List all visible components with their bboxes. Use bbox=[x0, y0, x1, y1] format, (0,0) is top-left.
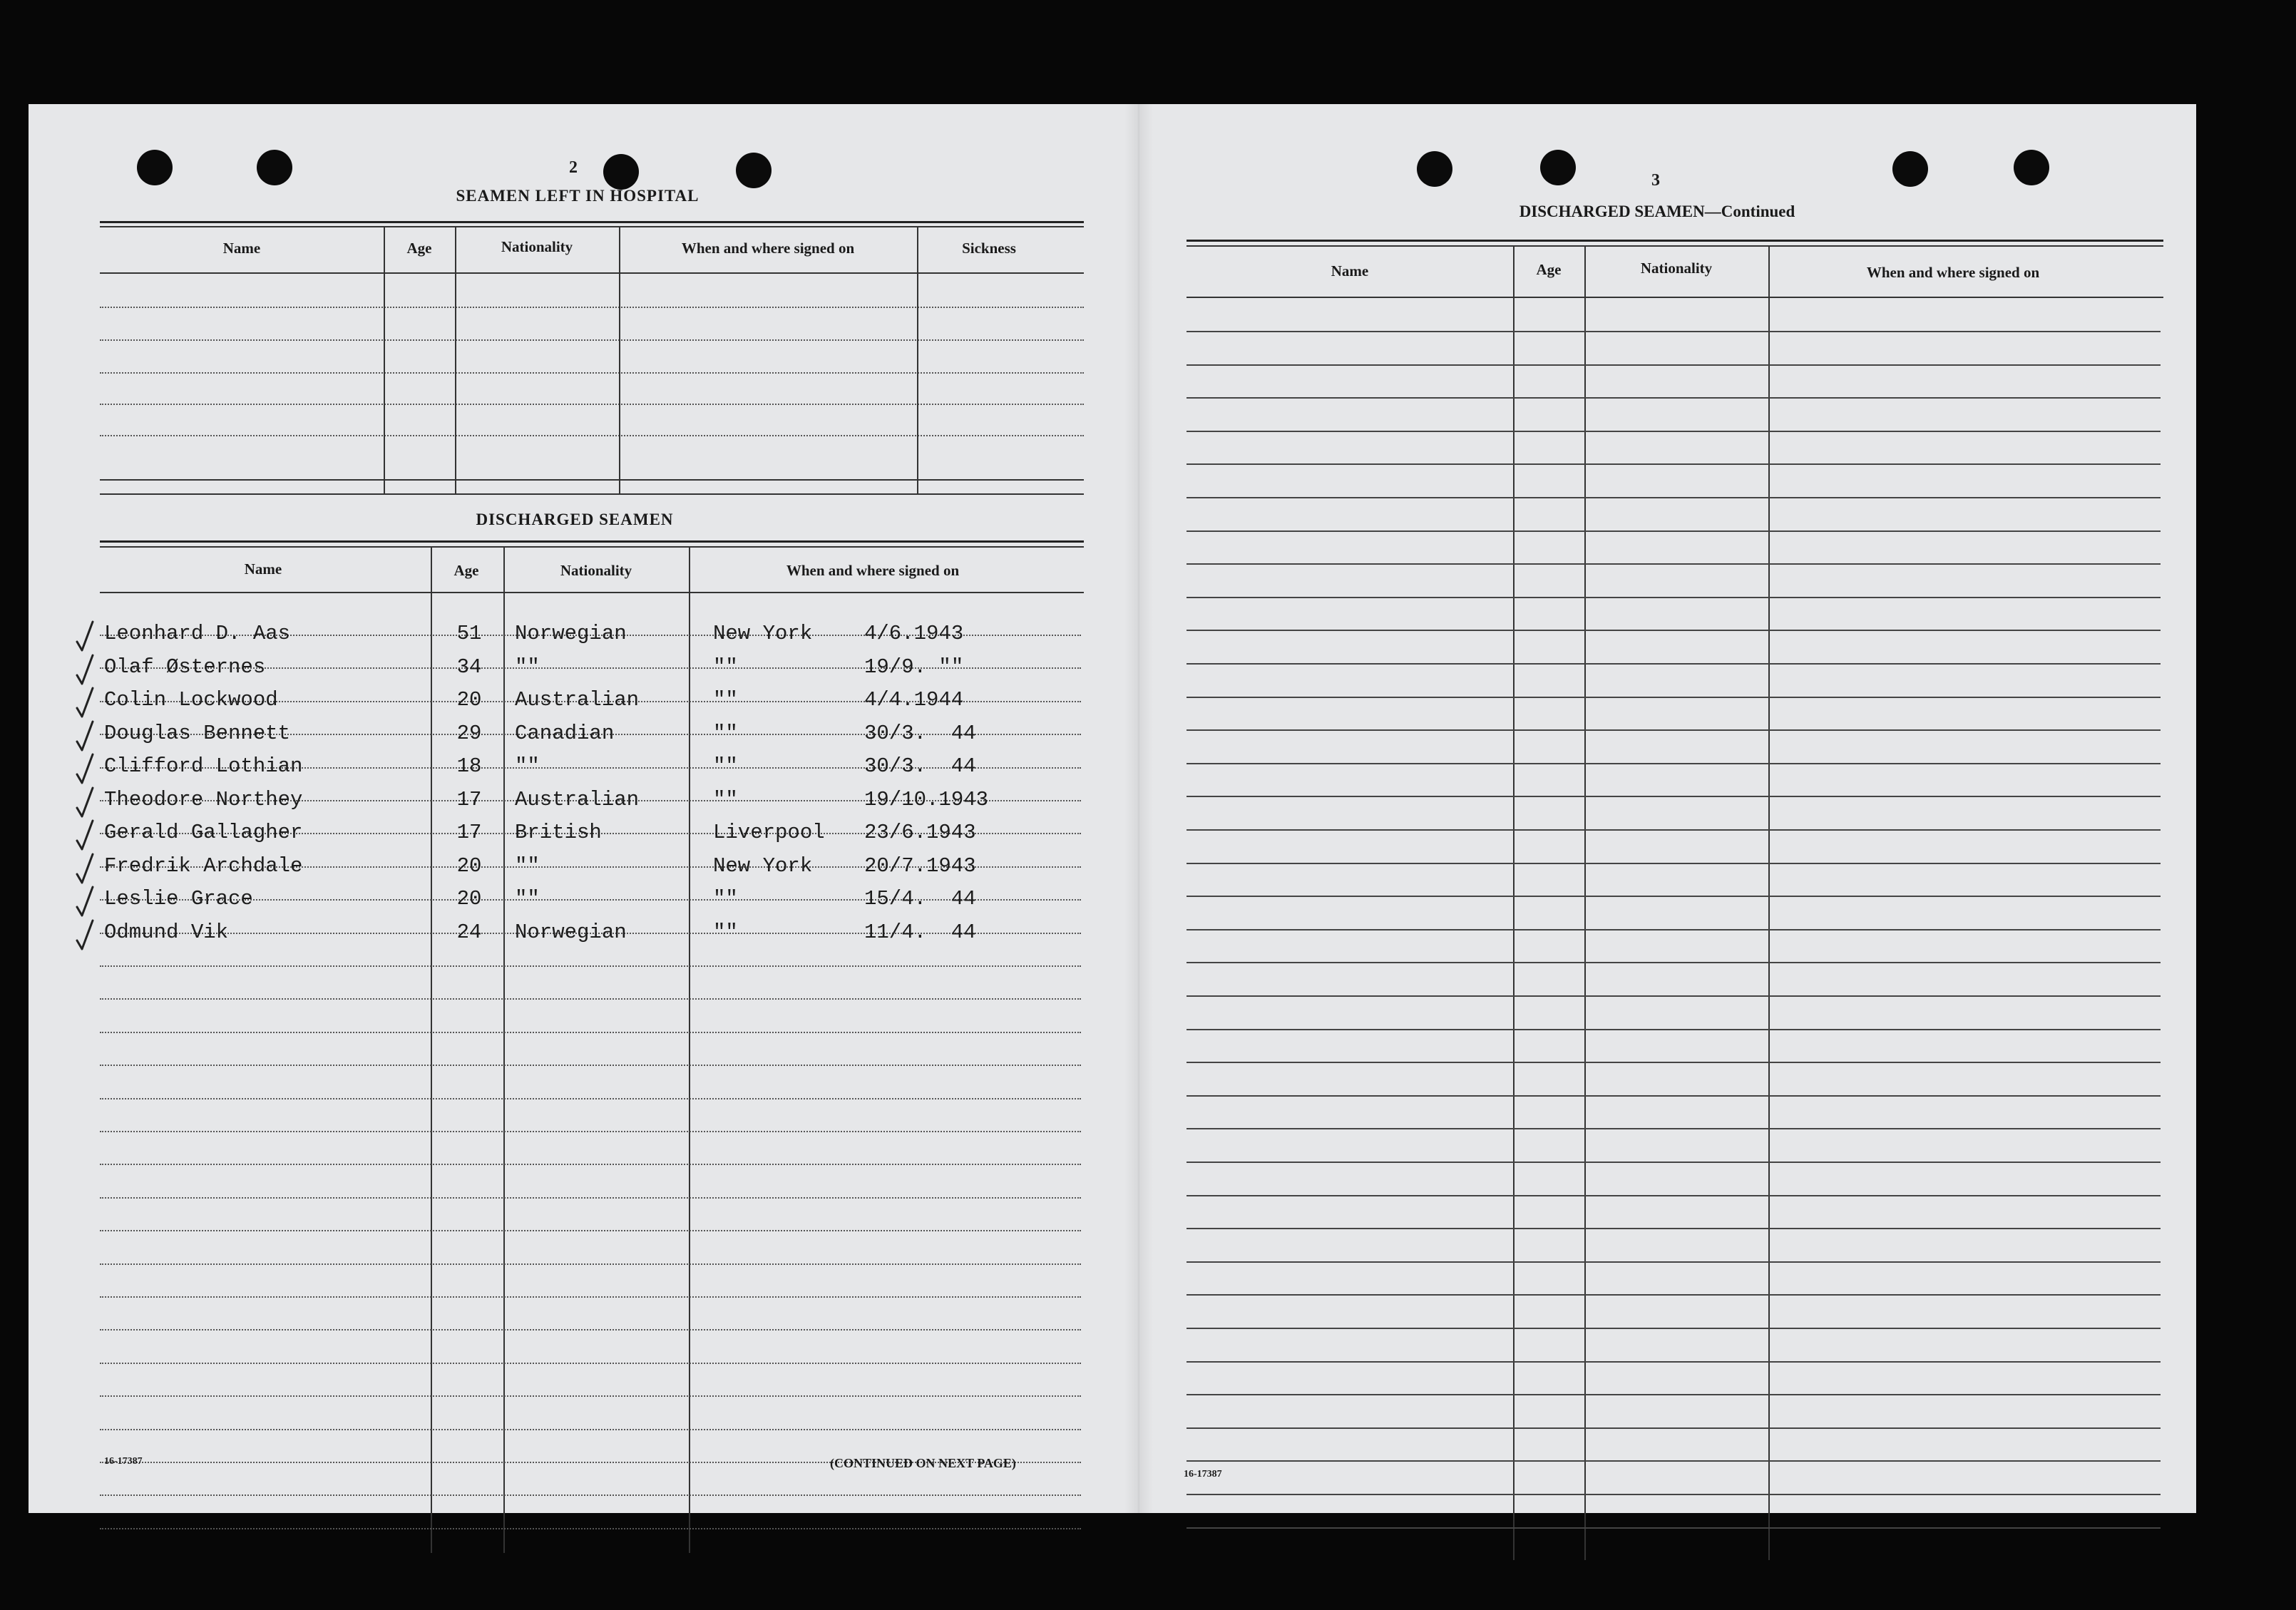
row-signed-on-date: 4/6.1943 bbox=[864, 622, 964, 645]
discharged-section-title: DISCHARGED SEAMEN bbox=[476, 511, 674, 528]
row-signed-on-date: 19/10.1943 bbox=[864, 788, 989, 811]
punch-hole bbox=[603, 154, 639, 190]
row-nationality: "" bbox=[515, 887, 540, 911]
row-signed-on-place: "" bbox=[713, 655, 738, 679]
continued-col-age: Age bbox=[1536, 261, 1562, 278]
row-signed-on-date: 20/7.1943 bbox=[864, 854, 976, 878]
continued-col-name: Name bbox=[1331, 262, 1369, 280]
row-signed-on-date: 19/9. "" bbox=[864, 655, 964, 679]
right-page-title: DISCHARGED SEAMEN—Continued bbox=[1519, 202, 1795, 220]
row-nationality: Norwegian bbox=[515, 921, 627, 944]
row-signed-on-date: 23/6.1943 bbox=[864, 821, 976, 844]
discharged-col-nationality: Nationality bbox=[560, 562, 632, 579]
discharged-col-age: Age bbox=[453, 562, 479, 579]
page-number: 2 bbox=[569, 158, 578, 177]
form-number: 16-17387 bbox=[104, 1456, 143, 1467]
row-name: Theodore Northey bbox=[104, 788, 303, 811]
checkmark-icon bbox=[76, 687, 94, 719]
row-name: Leslie Grace bbox=[104, 887, 253, 911]
row-nationality: Canadian bbox=[515, 722, 615, 745]
hospital-section-title: SEAMEN LEFT IN HOSPITAL bbox=[456, 187, 699, 205]
hospital-col-name: Name bbox=[222, 240, 261, 257]
punch-hole bbox=[736, 153, 772, 188]
row-age: 29 bbox=[456, 722, 482, 745]
checkmark-icon bbox=[76, 819, 94, 852]
row-name: Colin Lockwood bbox=[104, 688, 278, 712]
hospital-col-age: Age bbox=[406, 240, 432, 257]
row-name: Olaf Østernes bbox=[104, 655, 266, 679]
row-signed-on-place: Liverpool bbox=[713, 821, 825, 844]
row-signed-on-place: "" bbox=[713, 754, 738, 778]
row-signed-on-date: 15/4. 44 bbox=[864, 887, 976, 911]
row-signed-on-place: New York bbox=[713, 622, 813, 645]
punch-hole bbox=[1892, 151, 1928, 187]
row-signed-on-date: 30/3. 44 bbox=[864, 722, 976, 745]
row-signed-on-place: "" bbox=[713, 688, 738, 712]
row-age: 20 bbox=[456, 688, 482, 712]
row-signed-on-place: "" bbox=[713, 887, 738, 911]
row-name: Leonhard D. Aas bbox=[104, 622, 291, 645]
row-age: 34 bbox=[456, 655, 482, 679]
row-name: Douglas Bennett bbox=[104, 722, 291, 745]
checkmark-icon bbox=[76, 886, 94, 918]
checkmark-icon bbox=[76, 753, 94, 786]
center-fold bbox=[1124, 104, 1153, 1513]
hospital-col-signed-on: When and where signed on bbox=[681, 240, 855, 257]
discharged-col-signed-on: When and where signed on bbox=[786, 562, 960, 579]
checkmark-icon bbox=[76, 720, 94, 753]
hospital-col-sickness: Sickness bbox=[962, 240, 1016, 257]
row-nationality: "" bbox=[515, 754, 540, 778]
discharged-col-name: Name bbox=[244, 560, 282, 578]
row-signed-on-place: New York bbox=[713, 854, 813, 878]
row-nationality: "" bbox=[515, 854, 540, 878]
row-nationality: Norwegian bbox=[515, 622, 627, 645]
punch-hole bbox=[1540, 150, 1576, 185]
row-age: 20 bbox=[456, 854, 482, 878]
row-age: 24 bbox=[456, 921, 482, 944]
row-age: 51 bbox=[456, 622, 482, 645]
punch-hole bbox=[257, 150, 292, 185]
row-name: Clifford Lothian bbox=[104, 754, 303, 778]
continued-col-signed-on: When and where signed on bbox=[1866, 264, 2040, 281]
row-nationality: "" bbox=[515, 655, 540, 679]
row-name: Gerald Gallagher bbox=[104, 821, 303, 844]
row-nationality: Australian bbox=[515, 788, 640, 811]
page-number: 3 bbox=[1651, 171, 1660, 190]
row-signed-on-date: 4/4.1944 bbox=[864, 688, 964, 712]
punch-hole bbox=[1417, 151, 1452, 187]
hospital-col-nationality: Nationality bbox=[501, 238, 573, 255]
continued-note: (CONTINUED ON NEXT PAGE) bbox=[830, 1456, 1016, 1470]
row-signed-on-place: "" bbox=[713, 921, 738, 944]
checkmark-icon bbox=[76, 919, 94, 952]
row-name: Fredrik Archdale bbox=[104, 854, 303, 878]
row-nationality: Australian bbox=[515, 688, 640, 712]
row-signed-on-place: "" bbox=[713, 788, 738, 811]
punch-hole bbox=[137, 150, 173, 185]
checkmark-icon bbox=[76, 620, 94, 653]
checkmark-icon bbox=[76, 853, 94, 886]
row-signed-on-date: 11/4. 44 bbox=[864, 921, 976, 944]
punch-hole bbox=[2014, 150, 2049, 185]
row-nationality: British bbox=[515, 821, 602, 844]
row-age: 17 bbox=[456, 821, 482, 844]
continued-col-nationality: Nationality bbox=[1640, 260, 1713, 277]
row-signed-on-date: 30/3. 44 bbox=[864, 754, 976, 778]
checkmark-icon bbox=[76, 786, 94, 819]
row-age: 17 bbox=[456, 788, 482, 811]
checkmark-icon bbox=[76, 654, 94, 687]
form-number: 16-17387 bbox=[1184, 1469, 1222, 1480]
row-name: Odmund Vik bbox=[104, 921, 229, 944]
row-signed-on-place: "" bbox=[713, 722, 738, 745]
row-age: 18 bbox=[456, 754, 482, 778]
row-age: 20 bbox=[456, 887, 482, 911]
document-sheet bbox=[29, 104, 2196, 1513]
